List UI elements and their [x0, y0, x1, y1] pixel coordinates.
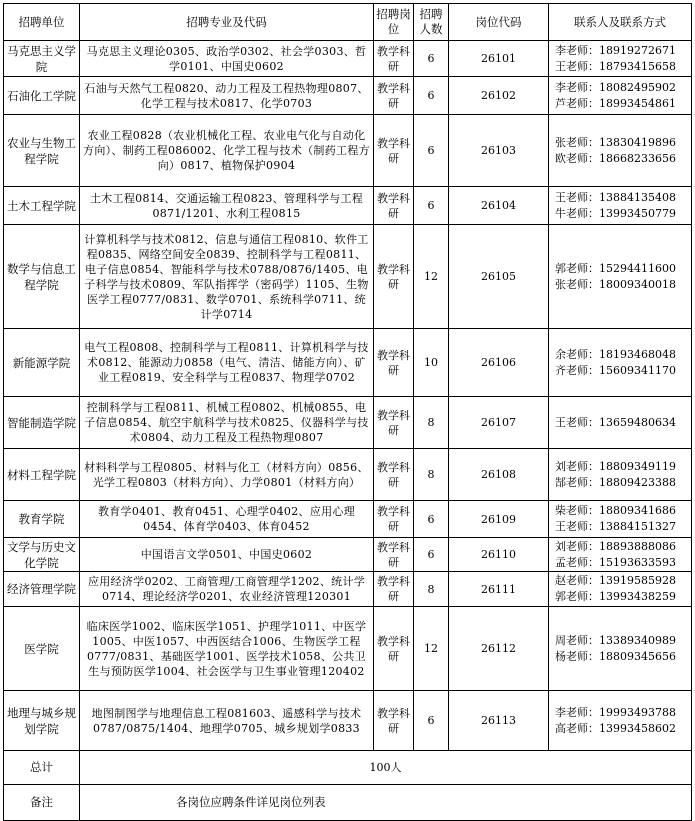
- major-cell: 马克思主义理论0305、政治学0302、社会学0303、哲学0101、中国史0602: [80, 41, 374, 77]
- table-row: [4, 449, 692, 501]
- count-cell: 6: [414, 538, 449, 572]
- contact-line: 王老师：18793415658: [555, 59, 676, 73]
- unit-cell: 教育学院: [4, 501, 80, 538]
- major-cell: 教育学0401、教育0451、心理学0402、应用心理0454、体育学0403、体育0452: [80, 501, 374, 538]
- code-cell: 26110: [449, 538, 549, 572]
- major-cell: 临床医学1002、临床医学1051、护理学1011、中医学1005、中医1057、中西医结合1006、生物医学工程0777/0831、基础医学1001、医学技术1058、公共卫生与预防医学1004、社会医学与卫生事业管理120402: [80, 607, 374, 691]
- unit-cell: 医学院: [4, 607, 80, 691]
- contact-line: 杨老师：18809345656: [555, 649, 676, 663]
- contact-line: 张老师：13830419896: [555, 135, 676, 149]
- major-cell: 石油与天然气工程0820、动力工程及工程热物理0807、化学工程与技术0817、化学0703: [80, 77, 374, 115]
- major-cell: 应用经济学0202、工商管理/工商管理学1202、统计学0714、理论经济学0201、农业经济管理120301: [80, 572, 374, 607]
- count-cell: 6: [414, 115, 449, 187]
- contact-cell: [549, 572, 692, 607]
- unit-cell: 地理与城乡规划学院: [4, 691, 80, 751]
- total-value: 100人: [80, 751, 692, 785]
- post-cell: 教学科研: [374, 41, 414, 77]
- count-cell: 6: [414, 41, 449, 77]
- table-row: [4, 115, 692, 187]
- contact-cell: [549, 187, 692, 225]
- code-cell: 26105: [449, 225, 549, 329]
- table-row: [4, 225, 692, 329]
- contact-line: 王老师：13884151327: [555, 520, 676, 533]
- code-cell: 26101: [449, 41, 549, 77]
- unit-cell: 智能制造学院: [4, 397, 80, 449]
- note-label: 备注: [4, 785, 80, 821]
- code-cell: 26112: [449, 607, 549, 691]
- count-cell: 10: [414, 329, 449, 397]
- count-cell: 8: [414, 449, 449, 501]
- table-row: [4, 691, 692, 751]
- contact-cell: [549, 691, 692, 751]
- unit-cell: 材料工程学院: [4, 449, 80, 501]
- contact-cell: [549, 115, 692, 187]
- major-cell: 中国语言文学0501、中国史0602: [80, 538, 374, 572]
- header-code: 岗位代码: [449, 4, 549, 41]
- contact-line: 高老师：13993458602: [555, 721, 676, 735]
- table-row: [4, 187, 692, 225]
- major-cell: 电气工程0808、控制科学与工程0811、计算机科学与技术0812、能源动力0858（电气、清洁、储能方向）、矿业工程0819、安全科学与工程0837、物理学0702: [80, 329, 374, 397]
- table-row: [4, 397, 692, 449]
- contact-line: 孟老师：15193633593: [555, 555, 676, 569]
- contact-line: 赵老师：13919585928: [555, 574, 676, 587]
- unit-cell: 文学与历史文化学院: [4, 538, 80, 572]
- contact-line: 郭老师：15294411600: [555, 261, 676, 275]
- total-row: [4, 751, 692, 785]
- unit-cell: 农业与生物工程学院: [4, 115, 80, 187]
- contact-line: 余老师：18193468048: [555, 347, 676, 361]
- unit-cell: 经济管理学院: [4, 572, 80, 607]
- contact-line: 刘老师：18809349119: [555, 459, 676, 473]
- contact-line: 欧老师：18668233656: [555, 151, 676, 165]
- unit-cell: 马克思主义学院: [4, 41, 80, 77]
- count-cell: 8: [414, 397, 449, 449]
- table-row: [4, 77, 692, 115]
- contact-cell: [549, 538, 692, 572]
- code-cell: 26107: [449, 397, 549, 449]
- post-cell: 教学科研: [374, 607, 414, 691]
- table-row: [4, 538, 692, 572]
- code-cell: 26108: [449, 449, 549, 501]
- header-post: 招聘岗位: [374, 4, 414, 41]
- note-text: 各岗位应聘条件详见岗位列表: [80, 785, 692, 821]
- contact-line: 牛老师：13993450779: [555, 206, 676, 220]
- code-cell: 26103: [449, 115, 549, 187]
- contact-line: 郜老师：18809423388: [555, 475, 676, 489]
- contact-line: 李老师：19993493788: [555, 705, 676, 719]
- post-cell: 教学科研: [374, 572, 414, 607]
- contact-line: 周老师：13389340989: [555, 633, 676, 647]
- post-cell: 教学科研: [374, 538, 414, 572]
- major-cell: 农业工程0828（农业机械化工程、农业电气化与自动化方向）、制药工程086002、化学工程与技术（制药工程方向）0817、植物保护0904: [80, 115, 374, 187]
- post-cell: 教学科研: [374, 115, 414, 187]
- unit-cell: 石油化工学院: [4, 77, 80, 115]
- code-cell: 26113: [449, 691, 549, 751]
- header-contact: 联系人及联系方式: [549, 4, 692, 41]
- major-cell: 土木工程0814、交通运输工程0823、管理科学与工程0871/1201、水利工程0815: [80, 187, 374, 225]
- post-cell: 教学科研: [374, 329, 414, 397]
- table-row: [4, 607, 692, 691]
- major-cell: 地图制图学与地理信息工程081603、遥感科学与技术0787/0875/1404、地理学0705、城乡规划学0833: [80, 691, 374, 751]
- contact-cell: [549, 225, 692, 329]
- count-cell: 6: [414, 691, 449, 751]
- header-count: 招聘人数: [414, 4, 449, 41]
- contact-line: 柴老师：18809341686: [555, 504, 676, 517]
- major-cell: 控制科学与工程0811、机械工程0802、机械0855、电子信息0854、航空宇航科学与技术0825、仪器科学与技术0804、动力工程及工程热物理0807: [80, 397, 374, 449]
- header-unit: 招聘单位: [4, 4, 80, 41]
- unit-cell: 土木工程学院: [4, 187, 80, 225]
- note-row: [4, 785, 692, 821]
- table-row: [4, 572, 692, 607]
- major-cell: 材料科学与工程0805、材料与化工（材料方向）0856、光学工程0803（材料方向）、力学0801（材料方向）: [80, 449, 374, 501]
- contact-line: 王老师：13884135408: [555, 190, 676, 204]
- unit-cell: 数学与信息工程学院: [4, 225, 80, 329]
- header-row: [4, 4, 692, 41]
- header-major: 招聘专业及代码: [80, 4, 374, 41]
- contact-line: 李老师：18082495902: [555, 80, 676, 94]
- table-row: [4, 41, 692, 77]
- post-cell: 教学科研: [374, 449, 414, 501]
- count-cell: 12: [414, 607, 449, 691]
- contact-cell: [549, 77, 692, 115]
- count-cell: 12: [414, 225, 449, 329]
- post-cell: 教学科研: [374, 691, 414, 751]
- contact-line: 郭老师：13993438259: [555, 590, 676, 603]
- total-label: 总计: [4, 751, 80, 785]
- unit-cell: 新能源学院: [4, 329, 80, 397]
- table-row: [4, 501, 692, 538]
- major-cell: 计算机科学与技术0812、信息与通信工程0810、软件工程0835、网络空间安全0839、控制科学与工程0811、电子信息0854、智能科学与技术0788/0876/1405、电子科学与技术0809、军队指挥学（密码学）1105、生物医学工程0777/0831、数学0701、系统科学0711、统计学0714: [80, 225, 374, 329]
- count-cell: 8: [414, 572, 449, 607]
- code-cell: 26111: [449, 572, 549, 607]
- count-cell: 6: [414, 77, 449, 115]
- post-cell: 教学科研: [374, 187, 414, 225]
- code-cell: 26109: [449, 501, 549, 538]
- post-cell: 教学科研: [374, 77, 414, 115]
- contact-cell: [549, 449, 692, 501]
- contact-cell: [549, 397, 692, 449]
- count-cell: 6: [414, 501, 449, 538]
- code-cell: 26102: [449, 77, 549, 115]
- contact-line: 张老师：18009340018: [555, 277, 676, 291]
- code-cell: 26106: [449, 329, 549, 397]
- contact-line: 李老师：18919272671: [555, 43, 676, 57]
- contact-cell: [549, 501, 692, 538]
- recruitment-table: [3, 3, 692, 821]
- contact-line: 王老师：13659480634: [555, 415, 676, 429]
- post-cell: 教学科研: [374, 501, 414, 538]
- contact-line: 芦老师：18993454861: [555, 96, 676, 110]
- post-cell: 教学科研: [374, 225, 414, 329]
- contact-cell: [549, 41, 692, 77]
- contact-cell: [549, 329, 692, 397]
- contact-line: 刘老师：18893888086: [555, 539, 676, 553]
- post-cell: 教学科研: [374, 397, 414, 449]
- contact-cell: [549, 607, 692, 691]
- contact-line: 齐老师：15609341170: [555, 363, 676, 377]
- code-cell: 26104: [449, 187, 549, 225]
- count-cell: 6: [414, 187, 449, 225]
- table-row: [4, 329, 692, 397]
